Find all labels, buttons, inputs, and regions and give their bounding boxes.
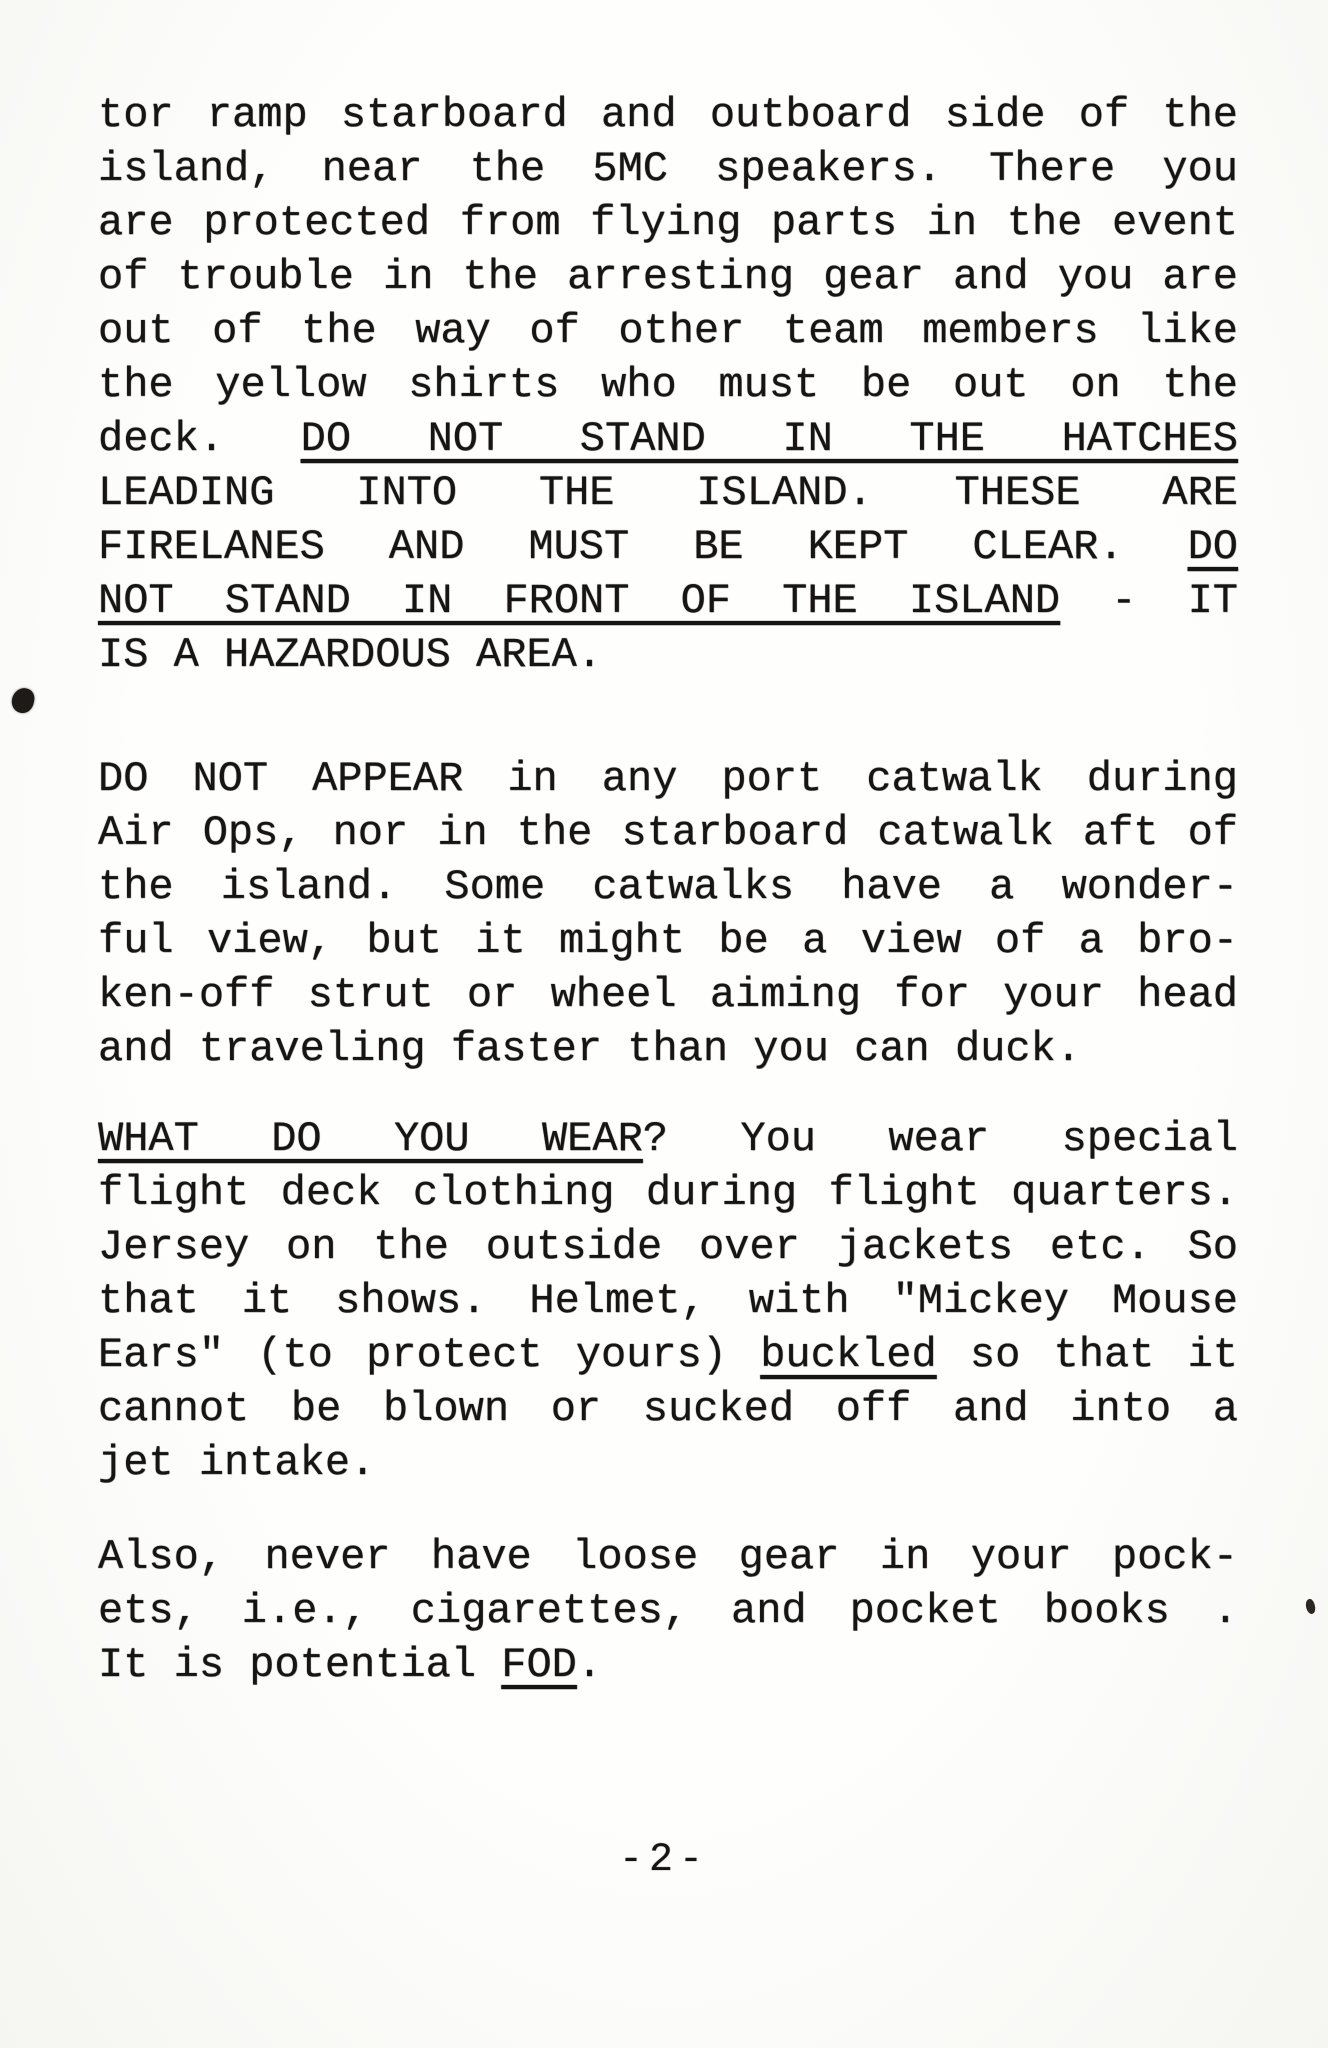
text-line xyxy=(98,968,1238,1022)
text-line xyxy=(98,1274,1238,1328)
underlined-text-segment: FOD xyxy=(501,1641,577,1689)
right-margin-ink-speck xyxy=(1304,1598,1317,1615)
text-line xyxy=(98,1220,1238,1274)
text-line xyxy=(98,1166,1238,1220)
text-segment: the island. Some catwalks have a wonder- xyxy=(98,863,1238,911)
text-segment: LEADING INTO THE ISLAND. THESE ARE xyxy=(98,469,1238,517)
text-line xyxy=(98,914,1238,968)
text-line xyxy=(98,142,1238,196)
paragraph xyxy=(98,88,1238,682)
text-line xyxy=(98,806,1238,860)
text-line xyxy=(98,860,1238,914)
text-line xyxy=(98,574,1238,628)
text-line xyxy=(98,304,1238,358)
body-text xyxy=(98,88,1238,1692)
text-segment: ful view, but it might be a view of a bro- xyxy=(98,917,1238,965)
text-line xyxy=(98,1328,1238,1382)
text-line xyxy=(98,1638,1238,1692)
page-number: -2- xyxy=(618,1838,709,1883)
text-line xyxy=(98,1112,1238,1166)
paragraph xyxy=(98,752,1238,1076)
text-line xyxy=(98,1022,1238,1076)
text-line xyxy=(98,628,1238,682)
text-segment: . xyxy=(576,1641,603,1689)
text-segment: Also, never have loose gear in your pock- xyxy=(98,1533,1238,1581)
text-segment: are protected from flying parts in the event xyxy=(98,199,1238,247)
text-segment: flight deck clothing during flight quarters. xyxy=(98,1169,1238,1217)
paragraph xyxy=(98,1112,1238,1490)
text-segment: deck. xyxy=(98,415,301,463)
text-segment: so that it xyxy=(936,1331,1238,1379)
text-segment: ets, i.e., cigarettes, and pocket books . xyxy=(98,1587,1238,1635)
underlined-text-segment: DO NOT STAND IN THE HATCHES xyxy=(300,415,1238,463)
text-line xyxy=(98,1584,1238,1638)
text-segment: Jersey on the outside over jackets etc. So xyxy=(98,1223,1238,1271)
text-segment: and traveling faster than you can duck. xyxy=(98,1025,1081,1073)
underlined-text-segment: DO xyxy=(1187,523,1238,571)
text-segment: IS A HAZARDOUS AREA. xyxy=(98,631,603,679)
text-line xyxy=(98,196,1238,250)
text-segment: Air Ops, nor in the starboard catwalk aft of xyxy=(98,809,1238,857)
text-line xyxy=(98,88,1238,142)
paragraph xyxy=(98,1530,1238,1692)
text-segment: It is potential xyxy=(98,1641,502,1689)
text-segment: ken-off strut or wheel aiming for your head xyxy=(98,971,1238,1019)
text-segment: - IT xyxy=(1060,577,1238,625)
underlined-text-segment: NOT STAND IN FRONT OF THE ISLAND xyxy=(98,577,1061,625)
text-segment: of trouble in the arresting gear and you are xyxy=(98,253,1238,301)
text-segment: cannot be blown or sucked off and into a xyxy=(98,1385,1238,1433)
text-line xyxy=(98,520,1238,574)
text-segment: jet intake. xyxy=(98,1439,376,1487)
text-segment: that it shows. Helmet, with "Mickey Mouse xyxy=(98,1277,1238,1325)
text-line xyxy=(98,1530,1238,1584)
text-segment: DO NOT APPEAR in any port catwalk during xyxy=(98,755,1238,803)
text-segment: the yellow shirts who must be out on the xyxy=(98,361,1238,409)
text-line xyxy=(98,752,1238,806)
underlined-text-segment: buckled xyxy=(760,1331,937,1379)
text-line xyxy=(98,466,1238,520)
text-line xyxy=(98,1382,1238,1436)
text-segment: tor ramp starboard and outboard side of the xyxy=(98,91,1238,139)
left-margin-ink-blot xyxy=(10,686,37,715)
text-segment: Ears" (to protect yours) xyxy=(98,1331,761,1379)
text-line xyxy=(98,250,1238,304)
underlined-text-segment: WHAT DO YOU WEAR xyxy=(98,1115,643,1163)
text-segment: island, near the 5MC speakers. There you xyxy=(98,145,1238,193)
text-line xyxy=(98,358,1238,412)
text-line xyxy=(98,1436,1238,1490)
text-line xyxy=(98,412,1238,466)
text-segment: out of the way of other team members like xyxy=(98,307,1238,355)
text-segment: ? You wear special xyxy=(642,1115,1238,1163)
text-segment: FIRELANES AND MUST BE KEPT CLEAR. xyxy=(98,523,1188,571)
